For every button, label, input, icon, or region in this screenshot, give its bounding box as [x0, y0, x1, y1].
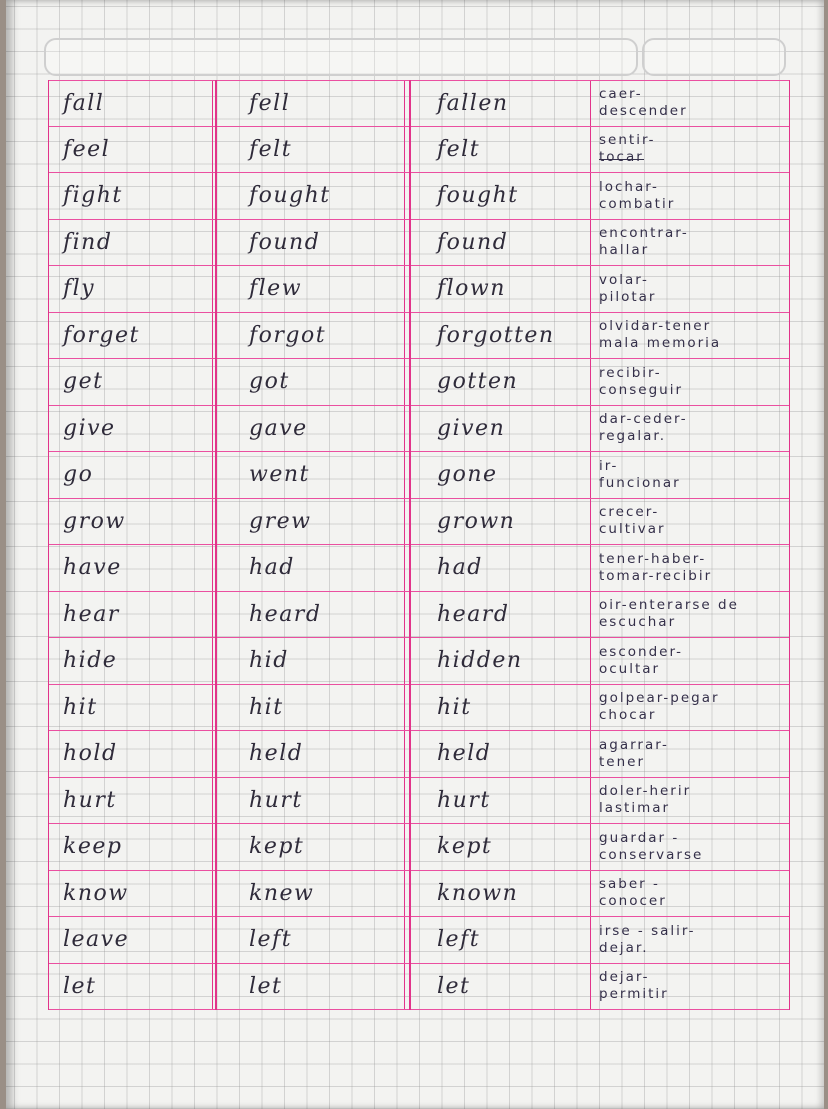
meaning-cell	[591, 127, 789, 173]
past-simple-cell: hit	[213, 685, 405, 731]
base-form-cell: fight	[49, 173, 213, 219]
past-participle-cell: forgotten	[405, 313, 591, 359]
meaning-line: volar-	[599, 271, 649, 288]
past-simple-cell: gave	[213, 406, 405, 452]
meaning-line: tener-haber-	[599, 550, 707, 567]
meaning-line: descender	[599, 103, 688, 120]
past-simple-cell: fell	[213, 81, 405, 126]
table-row	[49, 406, 789, 453]
past-participle-cell: given	[405, 406, 591, 452]
meaning-line: chocar	[599, 707, 657, 724]
meaning-line: doler-herir	[599, 783, 692, 800]
meaning-line: irse - salir-	[599, 922, 696, 939]
column-double-line	[409, 80, 411, 1010]
meaning-cell	[591, 81, 789, 126]
base-form-cell: hurt	[49, 778, 213, 824]
base-form-cell: hide	[49, 638, 213, 684]
header-box-left	[44, 38, 638, 76]
base-form-cell: fly	[49, 266, 213, 312]
notebook-page	[6, 0, 824, 1109]
meaning-cell	[591, 220, 789, 266]
past-simple-cell: kept	[213, 824, 405, 870]
meaning-line: tener	[599, 753, 646, 770]
meaning-line: dar-ceder-	[599, 411, 688, 428]
table-row	[49, 313, 789, 360]
meaning-line: conseguir	[599, 381, 684, 398]
base-form-cell: keep	[49, 824, 213, 870]
meaning-cell	[591, 452, 789, 498]
column-double-line	[215, 80, 217, 1010]
meaning-line: ir-	[599, 457, 619, 474]
table-row	[49, 638, 789, 685]
meaning-cell	[591, 313, 789, 359]
meaning-line: sentir-	[599, 132, 656, 149]
meaning-line: olvidar-tener	[599, 318, 712, 335]
table-row	[49, 127, 789, 174]
past-participle-cell: fought	[405, 173, 591, 219]
meaning-line: permitir	[599, 986, 669, 1003]
meaning-cell	[591, 173, 789, 219]
meaning-line: tomar-recibir	[599, 567, 713, 584]
past-participle-cell: grown	[405, 499, 591, 545]
base-form-cell: feel	[49, 127, 213, 173]
table-row	[49, 80, 789, 127]
table-row	[49, 778, 789, 825]
table-row	[49, 499, 789, 546]
meaning-line: hallar	[599, 242, 650, 259]
past-participle-cell: felt	[405, 127, 591, 173]
table-row	[49, 731, 789, 778]
meaning-cell	[591, 871, 789, 917]
table-row	[49, 173, 789, 220]
past-simple-cell: hid	[213, 638, 405, 684]
meaning-cell	[591, 731, 789, 777]
meaning-line: lastimar	[599, 800, 671, 817]
past-simple-cell: left	[213, 917, 405, 963]
meaning-line: guardar -	[599, 829, 680, 846]
base-form-cell: forget	[49, 313, 213, 359]
meaning-cell	[591, 917, 789, 963]
table-row	[49, 824, 789, 871]
meaning-line: caer-	[599, 86, 643, 103]
meaning-line: tocar	[599, 149, 644, 166]
base-form-cell: hold	[49, 731, 213, 777]
meaning-cell	[591, 406, 789, 452]
meaning-line: dejar-	[599, 969, 650, 986]
past-participle-cell: hurt	[405, 778, 591, 824]
past-simple-cell: forgot	[213, 313, 405, 359]
past-simple-cell: got	[213, 359, 405, 405]
meaning-line: golpear-pegar	[599, 690, 720, 707]
base-form-cell: go	[49, 452, 213, 498]
base-form-cell: hear	[49, 592, 213, 638]
meaning-cell	[591, 685, 789, 731]
table-row	[49, 685, 789, 732]
meaning-line: saber -	[599, 876, 660, 893]
meaning-line: conservarse	[599, 846, 704, 863]
meaning-line: cultivar	[599, 521, 666, 538]
past-participle-cell: let	[405, 964, 591, 1010]
past-participle-cell: heard	[405, 592, 591, 638]
table-row	[49, 871, 789, 918]
verb-table	[48, 80, 790, 1010]
header-box-right	[642, 38, 786, 76]
meaning-line: crecer-	[599, 504, 660, 521]
past-simple-cell: knew	[213, 871, 405, 917]
past-simple-cell: held	[213, 731, 405, 777]
past-participle-cell: hidden	[405, 638, 591, 684]
meaning-line: oir-enterarse de	[599, 597, 739, 614]
past-simple-cell: had	[213, 545, 405, 591]
meaning-cell	[591, 592, 789, 638]
base-form-cell: have	[49, 545, 213, 591]
past-participle-cell: gotten	[405, 359, 591, 405]
past-simple-cell: felt	[213, 127, 405, 173]
past-participle-cell: known	[405, 871, 591, 917]
meaning-line: agarrar-	[599, 736, 669, 753]
past-participle-cell: kept	[405, 824, 591, 870]
table-row	[49, 266, 789, 313]
meaning-line: regalar.	[599, 428, 667, 445]
past-participle-cell: left	[405, 917, 591, 963]
past-simple-cell: heard	[213, 592, 405, 638]
meaning-cell	[591, 778, 789, 824]
meaning-line: conocer	[599, 893, 667, 910]
table-row	[49, 452, 789, 499]
meaning-line: encontrar-	[599, 225, 689, 242]
table-row	[49, 592, 789, 639]
meaning-line: funcionar	[599, 474, 681, 491]
past-participle-cell: found	[405, 220, 591, 266]
past-participle-cell: had	[405, 545, 591, 591]
past-participle-cell: gone	[405, 452, 591, 498]
meaning-line: escuchar	[599, 614, 677, 631]
base-form-cell: grow	[49, 499, 213, 545]
meaning-cell	[591, 824, 789, 870]
past-participle-cell: flown	[405, 266, 591, 312]
past-simple-cell: found	[213, 220, 405, 266]
table-row	[49, 917, 789, 964]
meaning-cell	[591, 964, 789, 1010]
meaning-cell	[591, 638, 789, 684]
meaning-line: lochar-	[599, 178, 659, 195]
past-participle-cell: fallen	[405, 81, 591, 126]
base-form-cell: give	[49, 406, 213, 452]
past-participle-cell: held	[405, 731, 591, 777]
past-simple-cell: went	[213, 452, 405, 498]
meaning-line: esconder-	[599, 643, 684, 660]
base-form-cell: find	[49, 220, 213, 266]
past-simple-cell: grew	[213, 499, 405, 545]
table-row	[49, 359, 789, 406]
table-row	[49, 545, 789, 592]
past-participle-cell: hit	[405, 685, 591, 731]
meaning-line: combatir	[599, 195, 676, 212]
meaning-line: ocultar	[599, 660, 661, 677]
base-form-cell: fall	[49, 81, 213, 126]
base-form-cell: know	[49, 871, 213, 917]
base-form-cell: let	[49, 964, 213, 1010]
meaning-cell	[591, 499, 789, 545]
table-row	[49, 220, 789, 267]
past-simple-cell: hurt	[213, 778, 405, 824]
past-simple-cell: let	[213, 964, 405, 1010]
base-form-cell: get	[49, 359, 213, 405]
meaning-cell	[591, 359, 789, 405]
table-row	[49, 964, 789, 1011]
meaning-line: recibir-	[599, 364, 662, 381]
base-form-cell: hit	[49, 685, 213, 731]
past-simple-cell: flew	[213, 266, 405, 312]
meaning-line: mala memoria	[599, 335, 722, 352]
meaning-line: pilotar	[599, 288, 657, 305]
meaning-cell	[591, 266, 789, 312]
base-form-cell: leave	[49, 917, 213, 963]
meaning-line: dejar.	[599, 939, 649, 956]
meaning-cell	[591, 545, 789, 591]
past-simple-cell: fought	[213, 173, 405, 219]
